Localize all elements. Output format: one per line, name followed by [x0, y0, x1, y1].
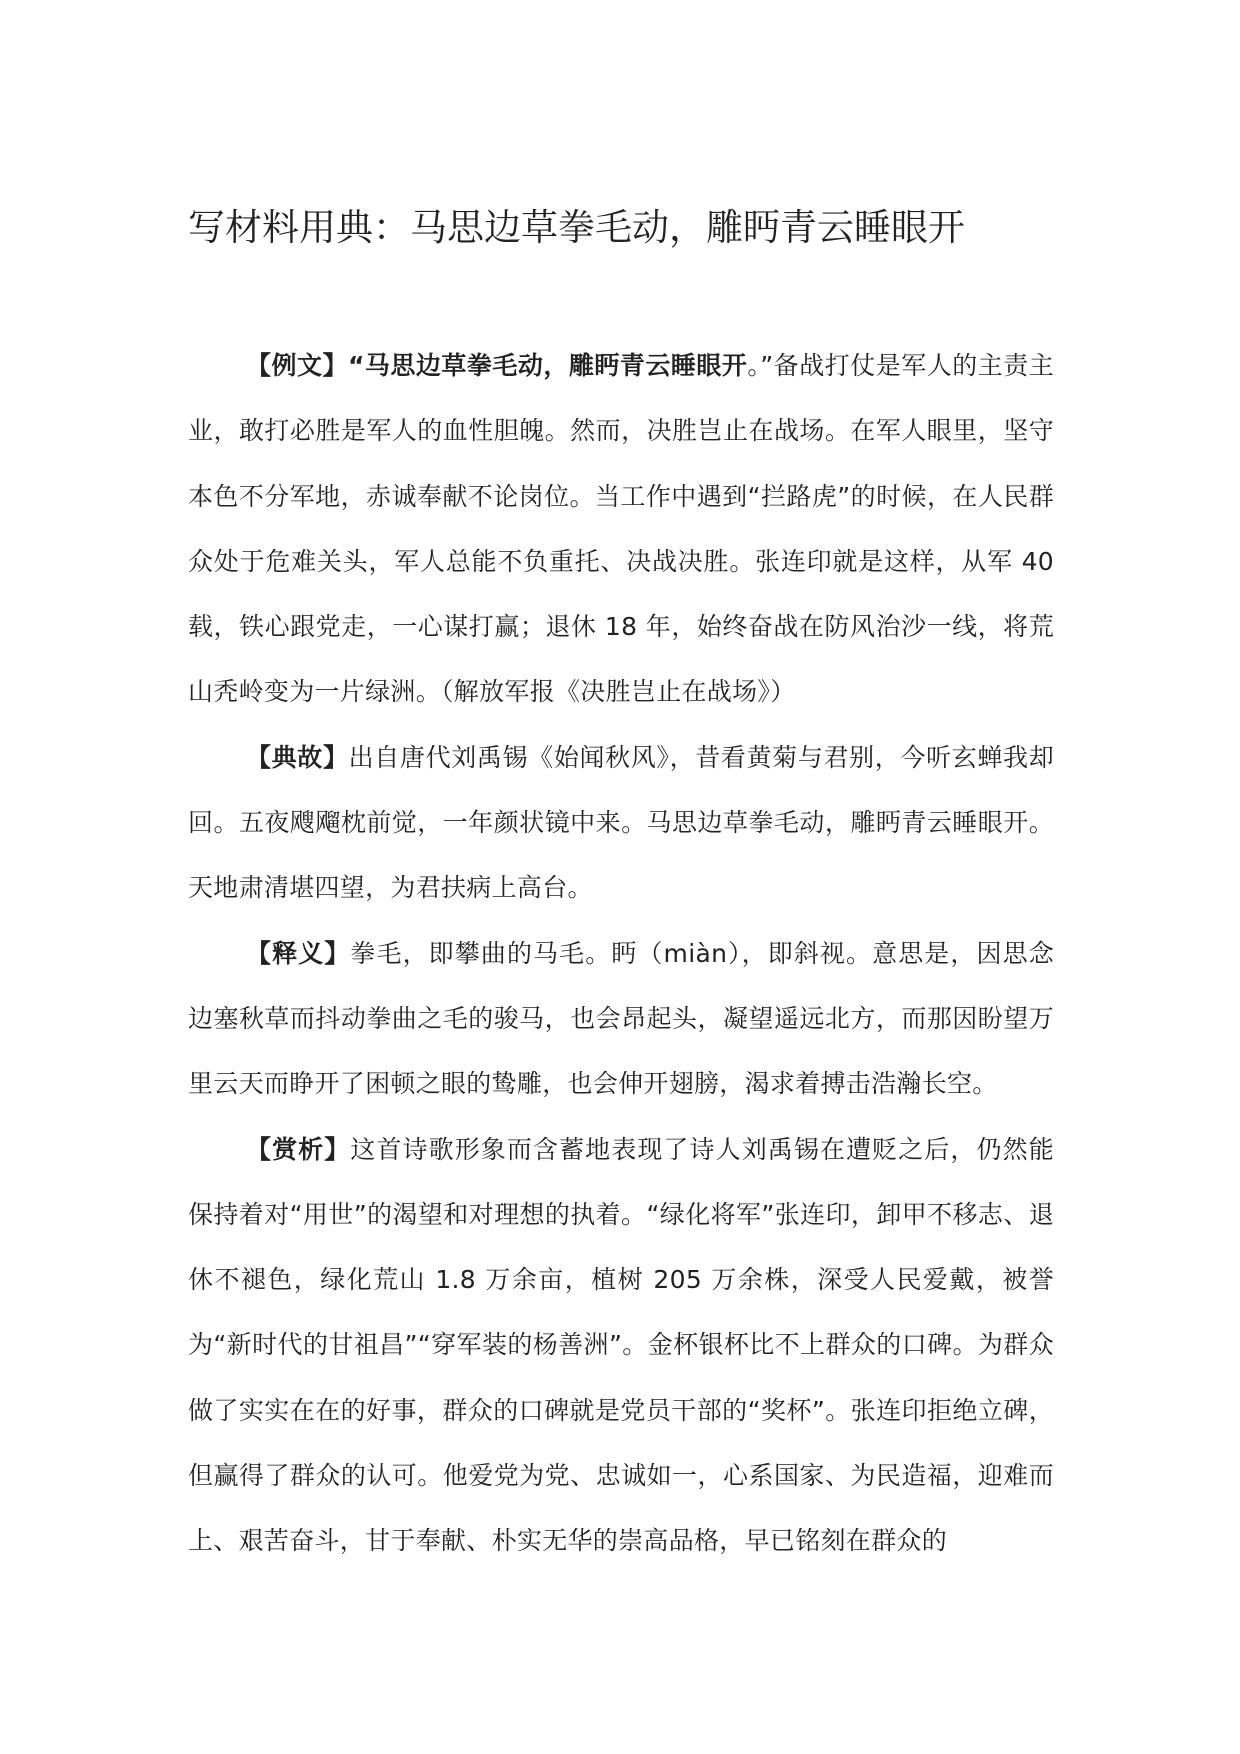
document-body [188, 333, 1054, 1574]
allusion-text: 出自唐代刘禹锡《始闻秋风》，昔看黄菊与君别，今听玄蝉我却回。五夜飕飗枕前觉，一年颜状镜中来。马思边草拳毛动，雕眄青云睡眼开。天地肃清堪四望，为君扶病上高台。 [188, 742, 1054, 903]
example-quote: “马思边草拳毛动，雕眄青云睡眼开 [347, 351, 748, 380]
example-text: 备战打仗是军人的主责主业，敢打必胜是军人的血性胆魄。然而，决胜岂止在战场。在军人眼里，坚守本色不分军地，赤诚奉献不论岗位。当工作中遇到“拦路虎”的时候，在人民群众处于危难关头，军人总能不负重托、决战决胜。张连印就是这样，从军 40 载，铁心跟党走，一心谋打赢；退休 18 年，始终奋战在防风治沙一线，将荒山秃岭变为一片绿洲。（解放军报《决胜岂止在战场》） [188, 351, 1054, 707]
paragraph-tag-example: 【例文】 [246, 351, 348, 380]
paragraph-appreciation [188, 1117, 1054, 1574]
appreciation-text: 这首诗歌形象而含蓄地表现了诗人刘禹锡在遭贬之后，仍然能保持着对“用世”的渴望和对理想的执着。“绿化将军”张连印，卸甲不移志、退休不褪色，绿化荒山 1.8 万余亩，植树 205 万余株，深受人民爱戴，被誉为“新时代的甘祖昌”“穿军装的杨善洲”。金杯银杯比不上群众的口碑。为群众做了实实在在的好事，群众的口碑就是党员干部的“奖杯”。张连印拒绝立碑，但赢得了群众的认可。他爱党为党、忠诚如一，心系国家、为民造福，迎难而上、艰苦奋斗，甘于奉献、朴实无华的崇高品格，早已铭刻在群众的 [188, 1134, 1054, 1556]
paragraph-tag-meaning: 【释义】 [246, 938, 351, 968]
example-quote-end: 。” [747, 351, 774, 380]
paragraph-example [188, 333, 1054, 725]
paragraph-tag-appreciation: 【赏析】 [246, 1134, 351, 1164]
meaning-text: 拳毛，即攀曲的马毛。眄（miàn），即斜视。意思是，因思念边塞秋草而抖动拳曲之毛的骏马，也会昂起头，凝望遥远北方，而那因盼望万里云天而睁开了困顿之眼的鸷雕，也会伸开翅膀，渴求着搏击浩瀚长空。 [188, 938, 1054, 1099]
document-title: 写材料用典：马思边草拳毛动，雕眄青云睡眼开 [188, 206, 965, 249]
paragraph-meaning [188, 921, 1054, 1117]
paragraph-tag-allusion: 【典故】 [246, 742, 349, 772]
paragraph-allusion [188, 725, 1054, 921]
